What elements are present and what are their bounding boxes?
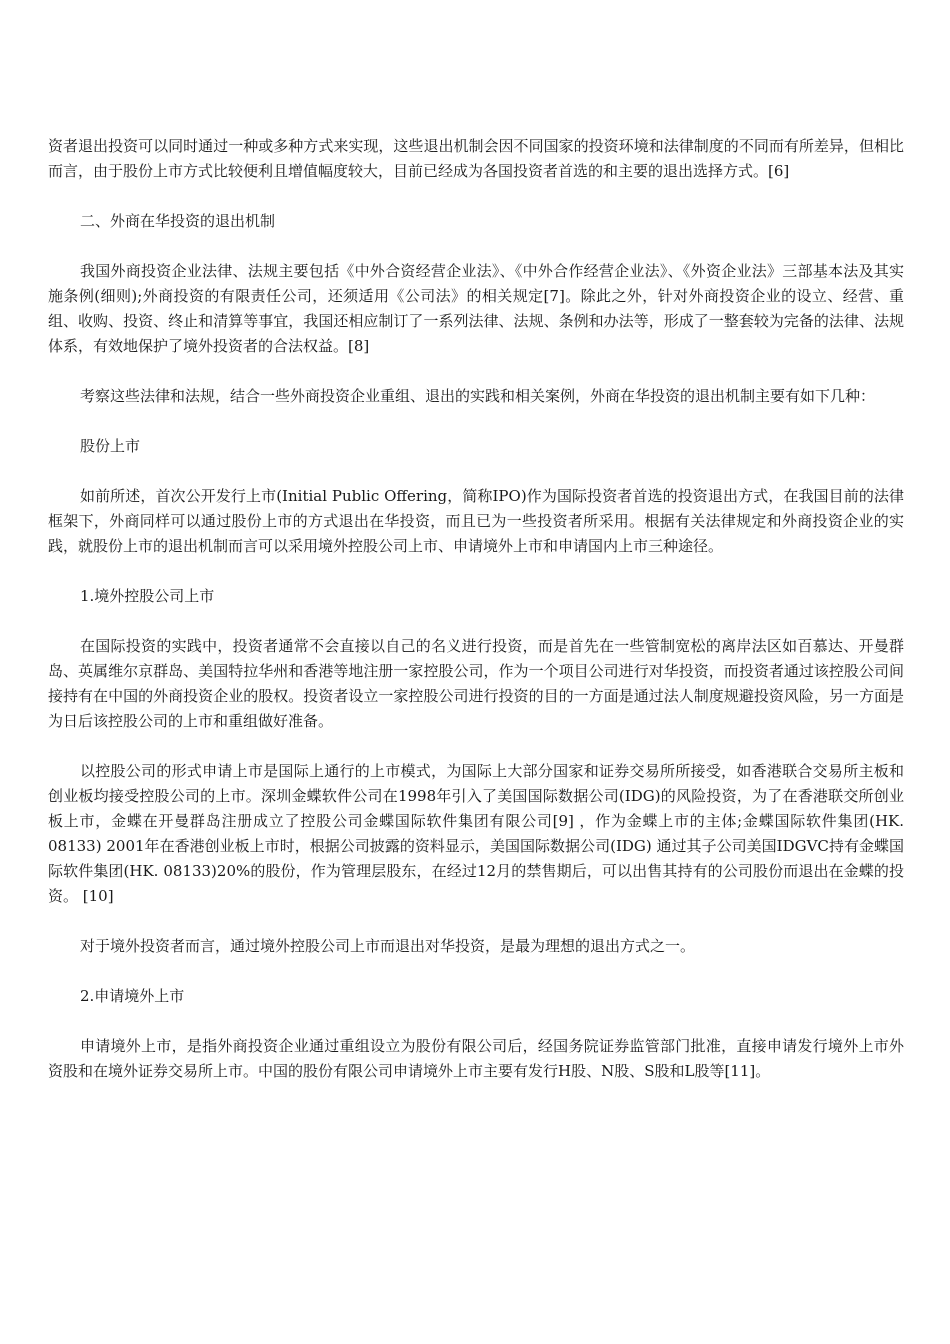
subheading-offshore-holding-listing: 1.境外控股公司上市 <box>80 587 215 605</box>
document-page <box>48 134 904 1084</box>
subheading-overseas-listing: 2.申请境外上市 <box>80 987 185 1005</box>
paragraph-exit-mechanisms-intro: 考察这些法律和法规，结合一些外商投资企业重组、退出的实践和相关案例，外商在华投资的退出机制主要有如下几种： <box>80 387 876 405</box>
paragraph-kingdee-case: 以控股公司的形式申请上市是国际上通行的上市模式，为国际上大部分国家和证券交易所所接受，如香港联合交易所主板和创业板均接受控股公司的上市。深圳金蝶软件公司在1998年引入了美国国际数据公司(IDG)的风险投资，为了在香港联交所创业板上市，金蝶在开曼群岛注册成立了控股公司金蝶国际软件集团有限公司[9] ，作为金蝶上市的主体;金蝶国际软件集团(HK. 08133) 2001年在香港创业板上市时，根据公司披露的资料显示，美国国际数据公司(IDG) 通过其子公司美国IDGVC持有金蝶国际软件集团(HK. 08133)20%的股份，作为管理层股东，在经过12月的禁售期后，可以出售其持有的公司股份而退出在金蝶的投资。 [10] <box>48 762 904 905</box>
subheading-share-listing: 股份上市 <box>80 437 141 455</box>
paragraph-overseas-listing: 申请境外上市，是指外商投资企业通过重组设立为股份有限公司后，经国务院证券监管部门批准，直接申请发行境外上市外资股和在境外证券交易所上市。中国的股份有限公司申请境外上市主要有发行H股、N股、S股和L股等[11]。 <box>48 1037 904 1080</box>
paragraph-ipo: 如前所述，首次公开发行上市(Initial Public Offering，简称IPO)作为国际投资者首选的投资退出方式，在我国目前的法律框架下，外商同样可以通过股份上市的方式退出在华投资，而且已为一些投资者所采用。根据有关法律规定和外商投资企业的实践，就股份上市的退出机制而言可以采用境外控股公司上市、申请境外上市和申请国内上市三种途径。 <box>48 487 904 555</box>
paragraph-laws-overview: 我国外商投资企业法律、法规主要包括《中外合资经营企业法》、《中外合作经营企业法》、《外资企业法》三部基本法及其实施条例(细则);外商投资的有限责任公司，还须适用《公司法》的相关规定[7]。除此之外，针对外商投资企业的设立、经营、重组、收购、投资、终止和清算等事宜，我国还相应制订了一系列法律、法规、条例和办法等，形成了一整套较为完备的法律、法规体系，有效地保护了境外投资者的合法权益。[8] <box>48 262 904 355</box>
paragraph-offshore-holding-practice: 在国际投资的实践中，投资者通常不会直接以自己的名义进行投资，而是首先在一些管制宽松的离岸法区如百慕达、开曼群岛、英属维尔京群岛、美国特拉华州和香港等地注册一家控股公司，作为一个项目公司进行对华投资，而投资者通过该控股公司间接持有在中国的外商投资企业的股权。投资者设立一家控股公司进行投资的目的一方面是通过法人制度规避投资风险，另一方面是为日后该控股公司的上市和重组做好准备。 <box>48 637 904 730</box>
section-heading-exit-mechanism: 二、外商在华投资的退出机制 <box>80 212 276 230</box>
paragraph-intro-continuation: 资者退出投资可以同时通过一种或多种方式来实现，这些退出机制会因不同国家的投资环境和法律制度的不同而有所差异，但相比而言，由于股份上市方式比较便利且增值幅度较大，目前已经成为各国投资者首选的和主要的退出选择方式。[6] <box>48 137 904 180</box>
paragraph-ideal-exit: 对于境外投资者而言，通过境外控股公司上市而退出对华投资，是最为理想的退出方式之一。 <box>80 937 696 955</box>
